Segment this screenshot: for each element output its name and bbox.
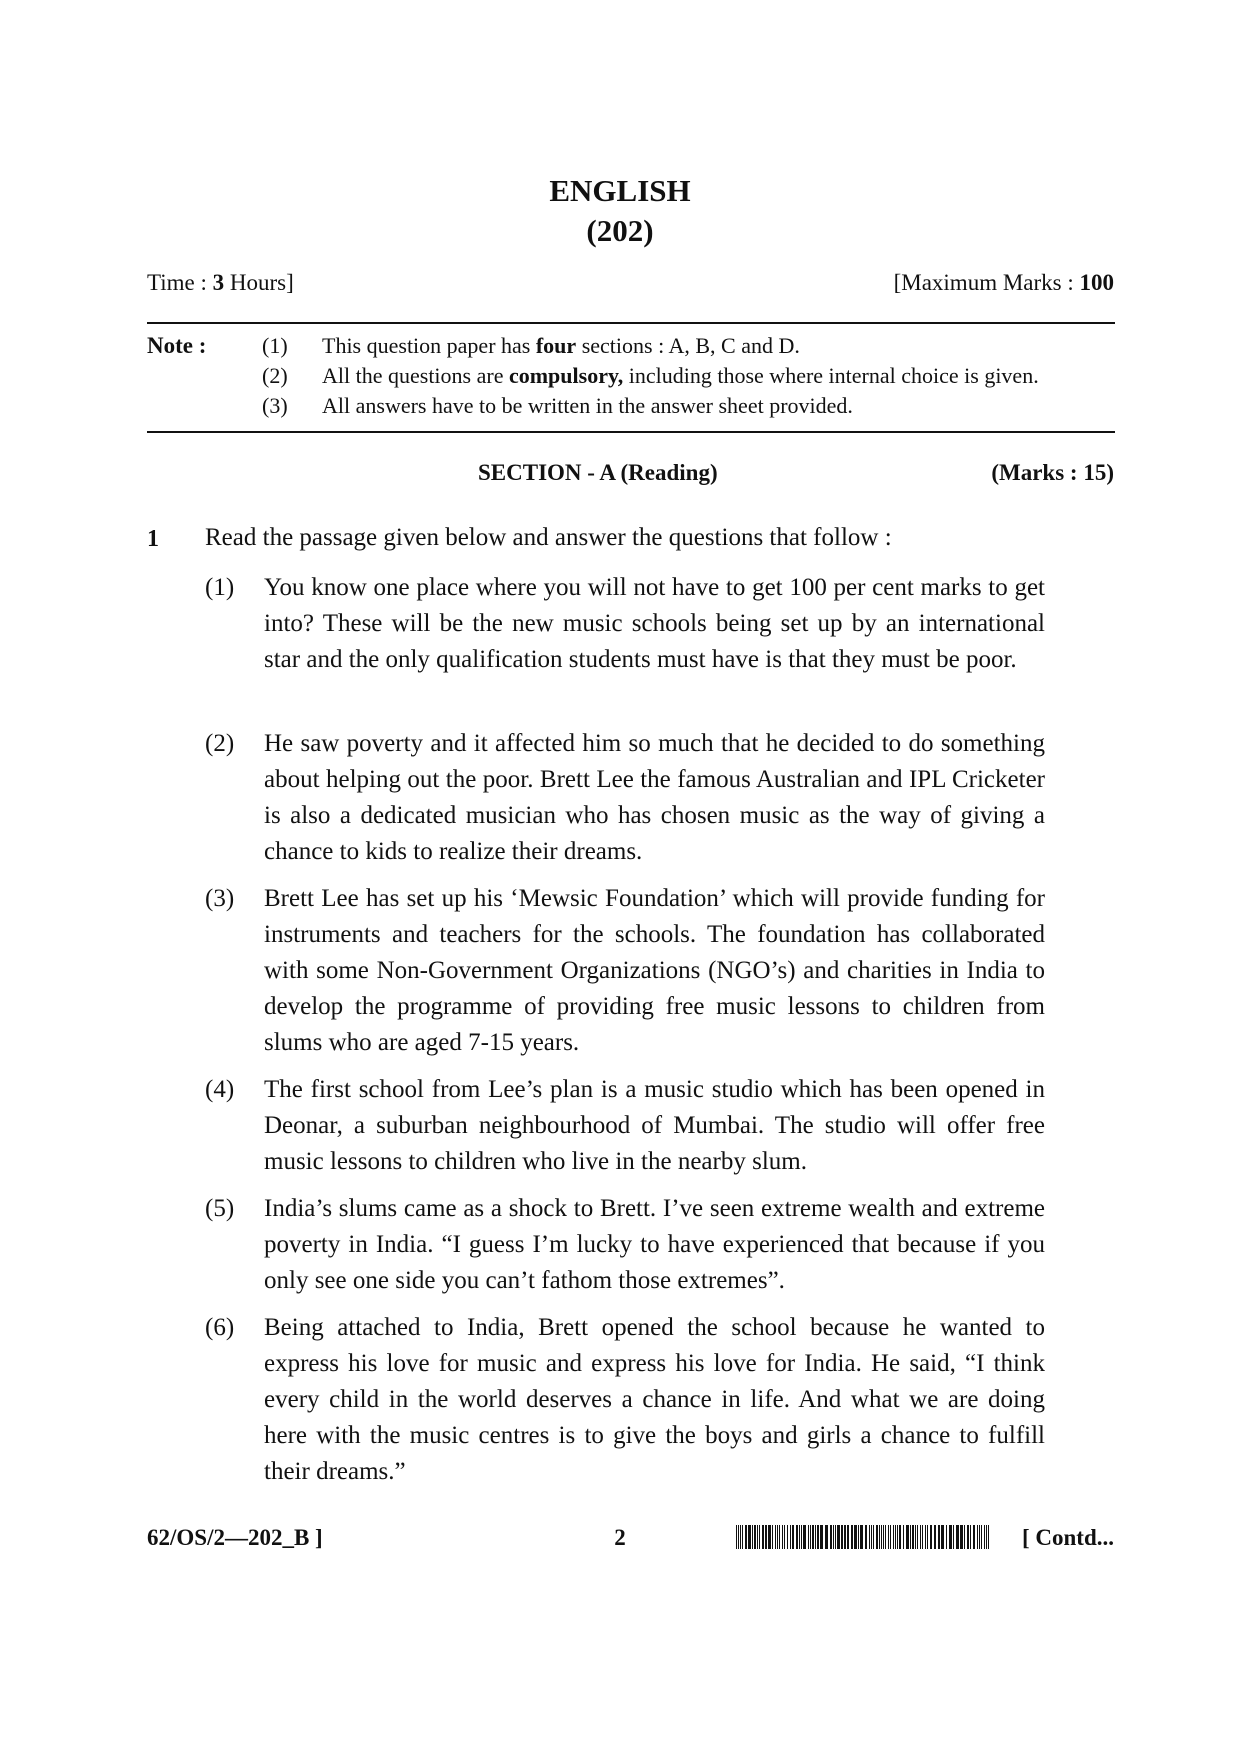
barcode-bar — [790, 1525, 791, 1549]
barcode-bar — [738, 1525, 739, 1549]
barcode-bar — [817, 1525, 819, 1549]
barcode-bar — [895, 1525, 896, 1549]
barcode-bar — [925, 1525, 926, 1549]
passage-paragraph — [205, 726, 1045, 870]
barcode — [736, 1525, 989, 1549]
barcode-bar — [912, 1525, 914, 1549]
paragraph-number: (2) — [205, 730, 235, 757]
barcode-bar — [792, 1525, 794, 1549]
barcode-bar — [967, 1525, 969, 1549]
note-item-number: (2) — [262, 363, 288, 388]
barcode-bar — [858, 1525, 859, 1549]
barcode-bar — [772, 1525, 773, 1549]
barcode-bar — [736, 1525, 737, 1549]
passage-paragraph — [205, 1072, 1045, 1180]
barcode-bar — [844, 1525, 846, 1549]
note-item — [262, 393, 853, 419]
barcode-bar — [860, 1525, 863, 1549]
barcode-bar — [890, 1525, 891, 1549]
barcode-bar — [984, 1525, 985, 1549]
barcode-bar — [903, 1525, 904, 1549]
barcode-bar — [893, 1525, 894, 1549]
barcode-bar — [956, 1525, 959, 1549]
barcode-bar — [934, 1525, 936, 1549]
barcode-bar — [871, 1525, 872, 1549]
question-number: 1 — [147, 526, 159, 552]
barcode-bar — [988, 1525, 989, 1549]
barcode-bar — [964, 1525, 965, 1549]
paragraph-text: India’s slums came as a shock to Brett. I’ve seen extreme wealth and extreme poverty in India. “I guess I’m lucky to have experienced that because if you only see one side you can’t fathom those extremes”. — [264, 1195, 1045, 1294]
subject-code: (202) — [586, 213, 654, 248]
note-item — [262, 363, 1039, 389]
barcode-bar — [810, 1525, 811, 1549]
paragraph-number: (6) — [205, 1314, 235, 1341]
barcode-bar — [779, 1525, 780, 1549]
paragraph-text: The first school from Lee’s plan is a music studio which has been opened in Deonar, a suburban neighbourhood of Mumbai. The studio will offer free music lessons to children who live in the nearby slum. — [264, 1076, 1045, 1175]
paragraph-number: (4) — [205, 1076, 235, 1103]
barcode-bar — [815, 1525, 816, 1549]
barcode-bar — [883, 1525, 884, 1549]
barcode-bar — [917, 1525, 918, 1549]
barcode-bar — [820, 1525, 823, 1549]
barcode-bar — [879, 1525, 880, 1549]
note-item-text: All the questions are compulsory, including those where internal choice is given. — [322, 363, 1039, 388]
question-instruction: Read the passage given below and answer the questions that follow : — [205, 524, 892, 551]
barcode-bar — [745, 1525, 747, 1549]
barcode-bar — [782, 1525, 783, 1549]
passage-paragraph — [205, 1310, 1045, 1490]
note-item — [262, 333, 800, 359]
barcode-bar — [796, 1525, 798, 1549]
barcode-bar — [979, 1525, 980, 1549]
barcode-bar — [941, 1525, 944, 1549]
barcode-bar — [973, 1525, 975, 1549]
barcode-bar — [768, 1525, 771, 1549]
passage-paragraph — [205, 570, 1045, 678]
barcode-bar — [775, 1525, 776, 1549]
passage-paragraph — [205, 1191, 1045, 1299]
barcode-bar — [847, 1525, 849, 1549]
paper-code: 62/OS/2—202_B ] — [147, 1525, 323, 1550]
time-label: Time : 3 Hours] — [147, 270, 294, 295]
barcode-bar — [981, 1525, 982, 1549]
barcode-bar — [854, 1525, 857, 1549]
note-item-number: (1) — [262, 333, 288, 358]
barcode-bar — [742, 1525, 743, 1549]
barcode-bar — [888, 1525, 889, 1549]
note-item-number: (3) — [262, 393, 288, 418]
max-marks-label: [Maximum Marks : 100 — [893, 270, 1114, 295]
note-divider — [147, 431, 1115, 433]
note-item-text: This question paper has four sections : A, B, C and D. — [322, 333, 800, 358]
paragraph-number: (3) — [205, 885, 235, 912]
barcode-bar — [922, 1525, 923, 1549]
section-marks: (Marks : 15) — [991, 460, 1114, 485]
barcode-bar — [851, 1525, 853, 1549]
barcode-bar — [837, 1525, 840, 1549]
section-title: SECTION - A (Reading) — [478, 460, 718, 485]
barcode-bar — [885, 1525, 886, 1549]
barcode-bar — [915, 1525, 916, 1549]
barcode-bar — [754, 1525, 756, 1549]
note-label: Note : — [147, 333, 207, 358]
barcode-bar — [808, 1525, 809, 1549]
barcode-bar — [970, 1525, 971, 1549]
subject-title: ENGLISH — [549, 173, 691, 208]
barcode-bar — [946, 1525, 947, 1549]
barcode-bar — [876, 1525, 878, 1549]
barcode-bar — [873, 1525, 874, 1549]
barcode-bar — [748, 1525, 751, 1549]
barcode-bar — [812, 1525, 814, 1549]
barcode-bar — [835, 1525, 836, 1549]
barcode-bar — [906, 1525, 909, 1549]
barcode-bar — [803, 1525, 806, 1549]
barcode-bar — [841, 1525, 843, 1549]
paragraph-number: (1) — [205, 574, 235, 601]
barcode-bar — [765, 1525, 767, 1549]
passage-paragraph — [205, 881, 1045, 1061]
barcode-bar — [938, 1525, 940, 1549]
barcode-bar — [930, 1525, 932, 1549]
barcode-bar — [897, 1525, 898, 1549]
barcode-bar — [799, 1525, 800, 1549]
barcode-bar — [899, 1525, 901, 1549]
barcode-bar — [910, 1525, 911, 1549]
barcode-bar — [777, 1525, 778, 1549]
top-divider — [147, 322, 1115, 324]
barcode-bar — [757, 1525, 758, 1549]
page-number: 2 — [614, 1525, 626, 1550]
barcode-bar — [762, 1525, 764, 1549]
barcode-bar — [830, 1525, 832, 1549]
barcode-bar — [740, 1525, 741, 1549]
paragraph-number: (5) — [205, 1195, 235, 1222]
barcode-bar — [784, 1525, 785, 1549]
note-item-text: All answers have to be written in the answer sheet provided. — [322, 393, 853, 418]
paragraph-text: Being attached to India, Brett opened the school because he wanted to express his love for music and express his love for India. He said, “I think every child in the world deserves a chance in life. And what we are doing here with the music centres is to give the boys and girls a chance to fulfill their dreams.” — [264, 1314, 1045, 1485]
barcode-bar — [787, 1525, 788, 1549]
barcode-bar — [869, 1525, 870, 1549]
barcode-bar — [881, 1525, 882, 1549]
barcode-bar — [865, 1525, 867, 1549]
barcode-bar — [833, 1525, 834, 1549]
paragraph-text: You know one place where you will not have to get 100 per cent marks to get into? These will be the new music schools being set up by an international star and the only qualification students must have is that they must be poor. — [264, 574, 1045, 673]
barcode-bar — [801, 1525, 802, 1549]
barcode-bar — [825, 1525, 828, 1549]
barcode-bar — [960, 1525, 963, 1549]
paragraph-text: Brett Lee has set up his ‘Mewsic Foundation’ which will provide funding for instruments and teachers for the schools. The foundation has collaborated with some Non-Government Organizations (NGO’s) and charities in India to develop the programme of providing free music lessons to children from slums who are aged 7-15 years. — [264, 885, 1045, 1056]
contd-label: [ Contd... — [1021, 1525, 1114, 1550]
barcode-bar — [986, 1525, 987, 1549]
barcode-bar — [977, 1525, 978, 1549]
barcode-bar — [927, 1525, 928, 1549]
barcode-bar — [752, 1525, 753, 1549]
barcode-bar — [953, 1525, 954, 1549]
barcode-bar — [920, 1525, 921, 1549]
barcode-bar — [949, 1525, 952, 1549]
barcode-bar — [759, 1525, 760, 1549]
paragraph-text: He saw poverty and it affected him so much that he decided to do something about helping out the poor. Brett Lee the famous Australian and IPL Cricketer is also a dedicated musician who has chosen music as the way of giving a chance to kids to realize their dreams. — [264, 730, 1045, 865]
